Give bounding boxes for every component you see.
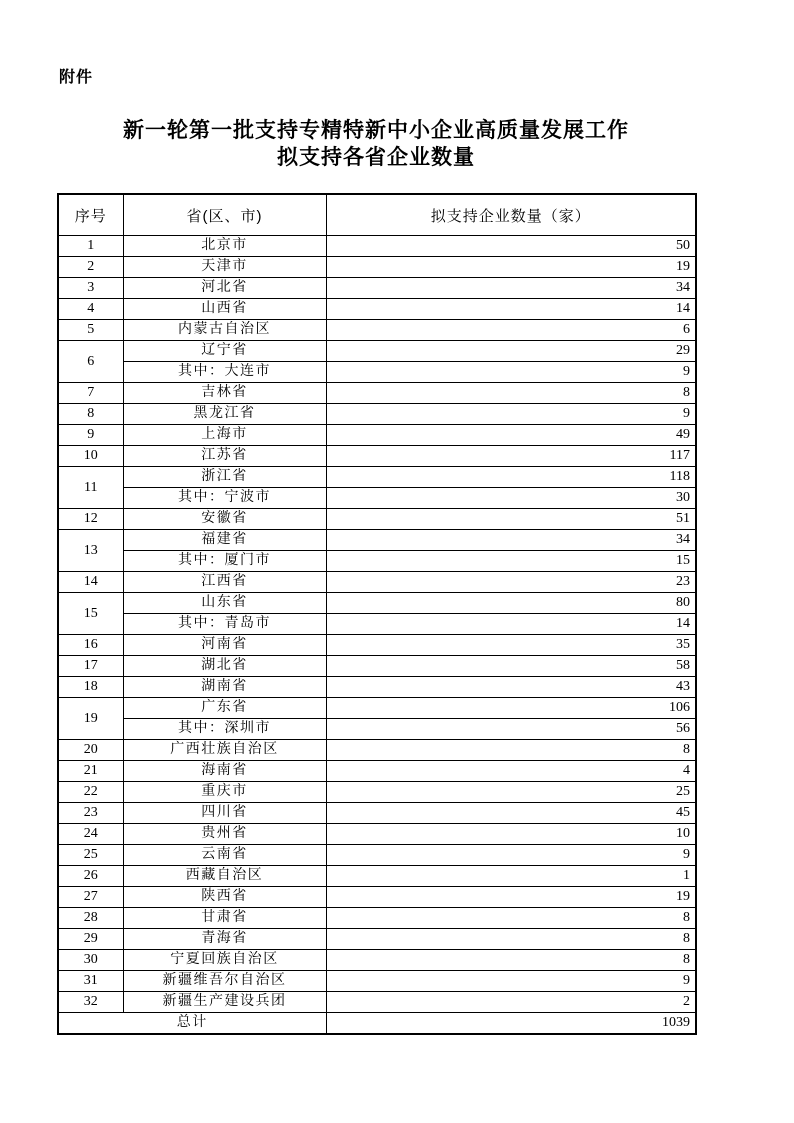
enterprise-count-cell: 58	[326, 656, 696, 677]
enterprise-count-cell: 23	[326, 572, 696, 593]
region-name-cell: 新疆生产建设兵团	[123, 992, 326, 1013]
enterprise-count-cell: 29	[326, 341, 696, 362]
enterprise-count-cell: 19	[326, 887, 696, 908]
support-quota-table	[57, 193, 697, 1035]
region-name-cell: 云南省	[123, 845, 326, 866]
enterprise-count-cell: 9	[326, 362, 696, 383]
table-row	[58, 530, 696, 551]
serial-number-cell: 22	[58, 782, 123, 803]
table-subrow	[58, 719, 696, 740]
table-row	[58, 929, 696, 950]
region-name-cell: 西藏自治区	[123, 866, 326, 887]
serial-number-cell: 6	[58, 341, 123, 383]
serial-number-cell: 21	[58, 761, 123, 782]
serial-number-cell: 10	[58, 446, 123, 467]
enterprise-count-cell: 118	[326, 467, 696, 488]
region-name-cell: 安徽省	[123, 509, 326, 530]
serial-number-cell: 24	[58, 824, 123, 845]
enterprise-count-cell: 51	[326, 509, 696, 530]
enterprise-count-cell: 4	[326, 761, 696, 782]
enterprise-count-cell: 6	[326, 320, 696, 341]
table-row	[58, 341, 696, 362]
table-row	[58, 866, 696, 887]
region-name-cell: 广西壮族自治区	[123, 740, 326, 761]
enterprise-count-cell: 43	[326, 677, 696, 698]
table-body	[58, 236, 696, 1035]
serial-number-cell: 29	[58, 929, 123, 950]
table-row	[58, 845, 696, 866]
table-row	[58, 656, 696, 677]
region-name-cell: 重庆市	[123, 782, 326, 803]
serial-number-cell: 2	[58, 257, 123, 278]
region-name-cell: 其中：宁波市	[123, 488, 326, 509]
serial-number-cell: 25	[58, 845, 123, 866]
region-name-cell: 河北省	[123, 278, 326, 299]
region-name-cell: 其中：深圳市	[123, 719, 326, 740]
enterprise-count-cell: 19	[326, 257, 696, 278]
serial-number-cell: 3	[58, 278, 123, 299]
serial-number-cell: 23	[58, 803, 123, 824]
table-row	[58, 425, 696, 446]
enterprise-count-cell: 34	[326, 530, 696, 551]
table-row	[58, 950, 696, 971]
enterprise-count-cell: 8	[326, 950, 696, 971]
table-total-row	[58, 1013, 696, 1035]
region-name-cell: 吉林省	[123, 383, 326, 404]
enterprise-count-cell: 49	[326, 425, 696, 446]
enterprise-count-cell: 8	[326, 908, 696, 929]
table-row	[58, 467, 696, 488]
region-name-cell: 浙江省	[123, 467, 326, 488]
table-header-row	[58, 194, 696, 236]
table-row	[58, 887, 696, 908]
region-name-cell: 湖北省	[123, 656, 326, 677]
region-name-cell: 上海市	[123, 425, 326, 446]
enterprise-count-cell: 15	[326, 551, 696, 572]
enterprise-count-cell: 2	[326, 992, 696, 1013]
header-enterprise-count: 拟支持企业数量（家）	[326, 194, 696, 236]
serial-number-cell: 18	[58, 677, 123, 698]
enterprise-count-cell: 10	[326, 824, 696, 845]
serial-number-cell: 20	[58, 740, 123, 761]
table-subrow	[58, 551, 696, 572]
region-name-cell: 福建省	[123, 530, 326, 551]
table-row	[58, 404, 696, 425]
table-subrow	[58, 362, 696, 383]
header-region: 省(区、市)	[123, 194, 326, 236]
region-name-cell: 黑龙江省	[123, 404, 326, 425]
serial-number-cell: 7	[58, 383, 123, 404]
region-name-cell: 甘肃省	[123, 908, 326, 929]
enterprise-count-cell: 8	[326, 740, 696, 761]
document-title	[57, 117, 695, 171]
total-label-cell: 总计	[58, 1013, 326, 1035]
region-name-cell: 天津市	[123, 257, 326, 278]
enterprise-count-cell: 25	[326, 782, 696, 803]
enterprise-count-cell: 35	[326, 635, 696, 656]
enterprise-count-cell: 56	[326, 719, 696, 740]
region-name-cell: 新疆维吾尔自治区	[123, 971, 326, 992]
region-name-cell: 内蒙古自治区	[123, 320, 326, 341]
region-name-cell: 辽宁省	[123, 341, 326, 362]
total-count-cell: 1039	[326, 1013, 696, 1035]
enterprise-count-cell: 106	[326, 698, 696, 719]
serial-number-cell: 5	[58, 320, 123, 341]
table-row	[58, 761, 696, 782]
serial-number-cell: 19	[58, 698, 123, 740]
serial-number-cell: 27	[58, 887, 123, 908]
region-name-cell: 贵州省	[123, 824, 326, 845]
serial-number-cell: 4	[58, 299, 123, 320]
enterprise-count-cell: 80	[326, 593, 696, 614]
region-name-cell: 陕西省	[123, 887, 326, 908]
serial-number-cell: 28	[58, 908, 123, 929]
serial-number-cell: 1	[58, 236, 123, 257]
enterprise-count-cell: 1	[326, 866, 696, 887]
serial-number-cell: 13	[58, 530, 123, 572]
serial-number-cell: 12	[58, 509, 123, 530]
table-row	[58, 320, 696, 341]
region-name-cell: 河南省	[123, 635, 326, 656]
region-name-cell: 山西省	[123, 299, 326, 320]
region-name-cell: 北京市	[123, 236, 326, 257]
table-row	[58, 824, 696, 845]
table-row	[58, 257, 696, 278]
enterprise-count-cell: 45	[326, 803, 696, 824]
enterprise-count-cell: 14	[326, 614, 696, 635]
enterprise-count-cell: 9	[326, 404, 696, 425]
serial-number-cell: 31	[58, 971, 123, 992]
enterprise-count-cell: 9	[326, 971, 696, 992]
enterprise-count-cell: 34	[326, 278, 696, 299]
region-name-cell: 宁夏回族自治区	[123, 950, 326, 971]
region-name-cell: 其中：厦门市	[123, 551, 326, 572]
table-subrow	[58, 614, 696, 635]
region-name-cell: 湖南省	[123, 677, 326, 698]
table-row	[58, 992, 696, 1013]
serial-number-cell: 14	[58, 572, 123, 593]
enterprise-count-cell: 50	[326, 236, 696, 257]
region-name-cell: 青海省	[123, 929, 326, 950]
serial-number-cell: 30	[58, 950, 123, 971]
table-row	[58, 698, 696, 719]
enterprise-count-cell: 9	[326, 845, 696, 866]
table-row	[58, 677, 696, 698]
serial-number-cell: 17	[58, 656, 123, 677]
enterprise-count-cell: 30	[326, 488, 696, 509]
enterprise-count-cell: 8	[326, 929, 696, 950]
table-row	[58, 278, 696, 299]
table-row	[58, 740, 696, 761]
title-line-2: 拟支持各省企业数量	[277, 146, 475, 169]
table-subrow	[58, 488, 696, 509]
region-name-cell: 江苏省	[123, 446, 326, 467]
region-name-cell: 其中：青岛市	[123, 614, 326, 635]
header-serial-number: 序号	[58, 194, 123, 236]
serial-number-cell: 8	[58, 404, 123, 425]
table-row	[58, 635, 696, 656]
region-name-cell: 其中：大连市	[123, 362, 326, 383]
table-row	[58, 446, 696, 467]
table-header	[58, 194, 696, 236]
serial-number-cell: 11	[58, 467, 123, 509]
table-row	[58, 908, 696, 929]
enterprise-count-cell: 8	[326, 383, 696, 404]
table-row	[58, 803, 696, 824]
serial-number-cell: 16	[58, 635, 123, 656]
table-row	[58, 236, 696, 257]
serial-number-cell: 9	[58, 425, 123, 446]
region-name-cell: 海南省	[123, 761, 326, 782]
table-row	[58, 971, 696, 992]
table-row	[58, 572, 696, 593]
serial-number-cell: 15	[58, 593, 123, 635]
region-name-cell: 江西省	[123, 572, 326, 593]
enterprise-count-cell: 117	[326, 446, 696, 467]
region-name-cell: 广东省	[123, 698, 326, 719]
table-row	[58, 509, 696, 530]
table-row	[58, 299, 696, 320]
title-line-1: 新一轮第一批支持专精特新中小企业高质量发展工作	[123, 119, 629, 142]
table-row	[58, 782, 696, 803]
table-row	[58, 593, 696, 614]
region-name-cell: 山东省	[123, 593, 326, 614]
table-row	[58, 383, 696, 404]
region-name-cell: 四川省	[123, 803, 326, 824]
serial-number-cell: 26	[58, 866, 123, 887]
enterprise-count-cell: 14	[326, 299, 696, 320]
serial-number-cell: 32	[58, 992, 123, 1013]
attachment-label: 附件	[59, 69, 94, 86]
